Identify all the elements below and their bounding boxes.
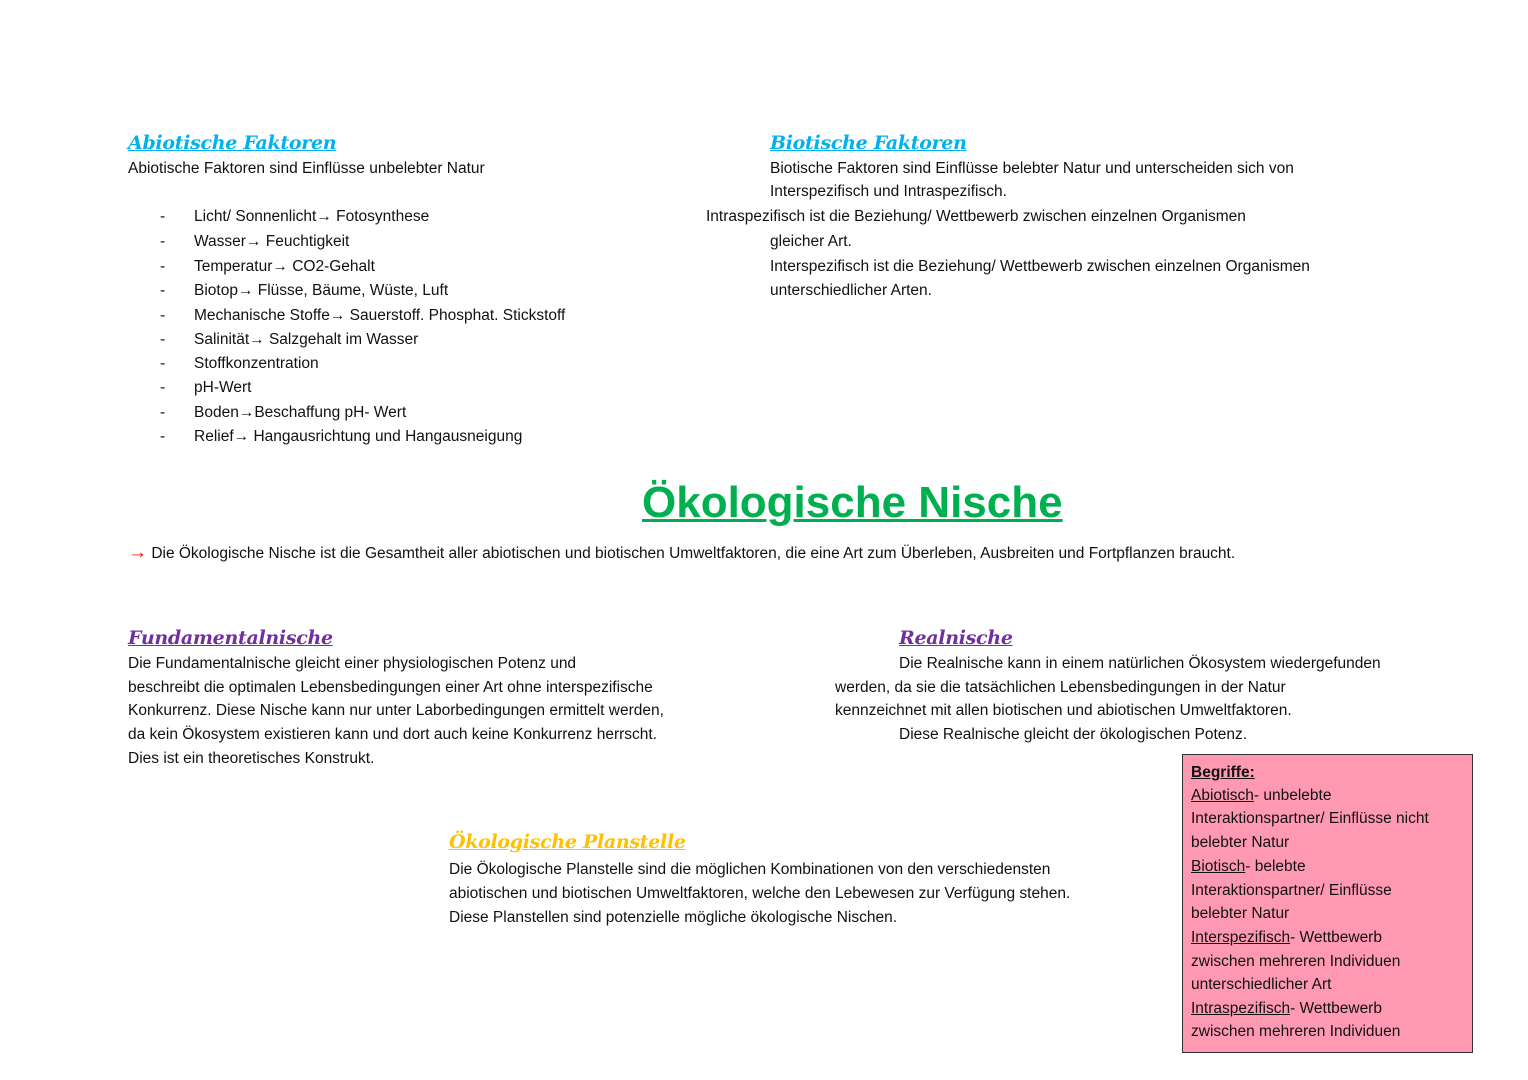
fundamental-line: Dies ist ein theoretisches Konstrukt. <box>128 750 375 767</box>
arrow-icon: → <box>272 258 288 275</box>
glossary-entry-def: Interaktionspartner/ Einflüsse <box>1191 882 1392 899</box>
arrow-right-icon: → <box>128 542 147 563</box>
glossary-entry-def: Interaktionspartner/ Einflüsse nicht <box>1191 810 1429 827</box>
fundamental-heading: Fundamentalnische <box>128 627 333 649</box>
arrow-icon: → <box>238 404 255 421</box>
arrow-icon: → <box>233 428 250 445</box>
real-line: Diese Realnische gleicht der ökologischen Potenz. <box>899 726 1248 743</box>
fundamental-line: Die Fundamentalnische gleicht einer physiologischen Potenz und <box>128 655 577 672</box>
planstelle-line: abiotischen und biotischen Umweltfaktoren, welche den Lebewesen zur Verfügung stehen. <box>449 885 1071 902</box>
intro-definition: → Die Ökologische Nische ist die Gesamtheit aller abiotischen und biotischen Umweltfaktoren, die eine Art zum Überleben, Ausbreiten und Fortpflanzen braucht. <box>128 542 1236 563</box>
glossary-entry-def: zwischen mehreren Individuen <box>1191 1023 1401 1040</box>
glossary-entry: Abiotisch- unbelebte <box>1191 787 1332 804</box>
biotic-line: Interspezifisch und Intraspezifisch. <box>770 183 1007 200</box>
planstelle-line: Die Ökologische Planstelle sind die möglichen Kombinationen von den verschiedensten <box>449 861 1051 878</box>
real-line: kennzeichnet mit allen biotischen und abiotischen Umweltfaktoren. <box>835 702 1292 719</box>
real-line: werden, da sie die tatsächlichen Lebensbedingungen in der Natur <box>835 679 1286 696</box>
biotic-line: unterschiedlicher Arten. <box>770 282 932 299</box>
biotic-line: Intraspezifisch ist die Beziehung/ Wettbewerb zwischen einzelnen Organismen <box>706 208 1246 225</box>
biotic-heading: Biotische Faktoren <box>770 132 967 154</box>
biotic-line: Biotische Faktoren sind Einflüsse belebter Natur und unterscheiden sich von <box>770 160 1294 177</box>
glossary-entry: Intraspezifisch- Wettbewerb <box>1191 1000 1382 1017</box>
fundamental-line: da kein Ökosystem existieren kann und dort auch keine Konkurrenz herrscht. <box>128 726 657 743</box>
biotic-line: Interspezifisch ist die Beziehung/ Wettbewerb zwischen einzelnen Organismen <box>770 258 1310 275</box>
arrow-icon: → <box>316 208 332 225</box>
arrow-icon: → <box>245 233 262 250</box>
arrow-icon: → <box>249 331 265 348</box>
glossary-title: Begriffe: <box>1191 764 1255 781</box>
glossary-entry-def: zwischen mehreren Individuen <box>1191 953 1401 970</box>
fundamental-line: Konkurrenz. Diese Nische kann nur unter Laborbedingungen ermittelt werden, <box>128 702 664 719</box>
page-title: Ökologische Nische <box>642 478 1063 527</box>
glossary-entry-def: belebter Natur <box>1191 834 1290 851</box>
glossary-entry: Biotisch- belebte <box>1191 858 1306 875</box>
glossary-entry-def: belebter Natur <box>1191 905 1290 922</box>
abiotic-intro: Abiotische Faktoren sind Einflüsse unbelebter Natur <box>128 160 485 177</box>
planstelle-line: Diese Planstellen sind potenzielle mögliche ökologische Nischen. <box>449 909 898 926</box>
planstelle-heading: Ökologische Planstelle <box>449 831 686 853</box>
arrow-icon: → <box>329 307 346 324</box>
glossary-box <box>1182 754 1473 1053</box>
biotic-line: gleicher Art. <box>770 233 852 250</box>
fundamental-line: beschreibt die optimalen Lebensbedingungen einer Art ohne interspezifische <box>128 679 653 696</box>
glossary-entry: Interspezifisch- Wettbewerb <box>1191 929 1382 946</box>
glossary-entry-def: unterschiedlicher Art <box>1191 976 1332 993</box>
abiotic-heading: Abiotische Faktoren <box>128 132 337 154</box>
real-heading: Realnische <box>899 627 1013 649</box>
real-line: Die Realnische kann in einem natürlichen Ökosystem wiedergefunden <box>899 655 1381 672</box>
arrow-icon: → <box>237 282 254 299</box>
